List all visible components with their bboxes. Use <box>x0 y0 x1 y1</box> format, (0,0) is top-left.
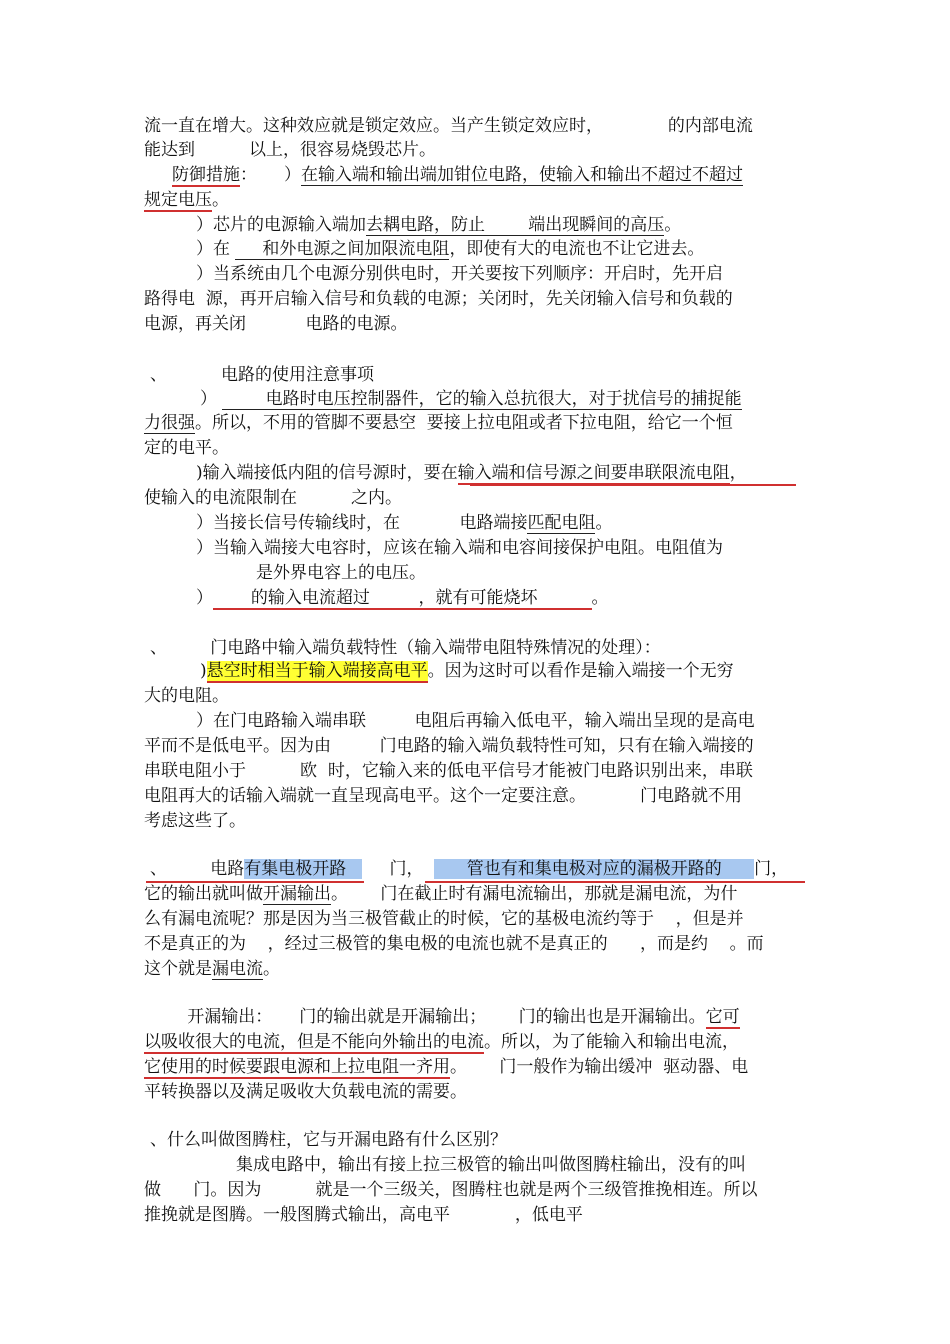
text-line <box>144 882 737 906</box>
line-text: 推挽就是图腾。一般图腾式输出，高电平 ，低电平 <box>144 1205 583 1225</box>
underlined-text: 漏电流 <box>212 959 263 979</box>
underlined-text: 输入端和信号源之间要串联限流电阻 <box>457 463 730 483</box>
line-text: 。 门在截止时有漏电流输出，那就是漏电流，为什 <box>331 884 738 904</box>
text-line <box>144 907 744 931</box>
text-line <box>150 857 788 881</box>
text-line <box>196 709 755 733</box>
line-text: 能达到 以上，很容易烧毁芯片。 <box>144 140 437 160</box>
text-line <box>144 1080 467 1104</box>
line-text: ） <box>200 389 223 409</box>
text-line <box>144 734 754 758</box>
line-text: 开漏输出： 门的输出就是开漏输出； 门的输出也是开漏输出 <box>144 1007 689 1027</box>
line-text: 么有漏电流呢？那是因为当三极管截止的时候，它的基极电流约等于 ，但是并 <box>144 909 744 929</box>
line-text: ，即使有大的电流也不让它进去。 <box>449 239 705 259</box>
line-text: 集成电路中，输出有接上拉三极管的输出叫做图腾柱输出，没有的叫 <box>236 1155 746 1175</box>
text-line <box>144 411 733 435</box>
line-text: 是外界电容上的电压。 <box>256 563 426 583</box>
line-text: 电源，再关闭 电路的电源。 <box>144 314 408 334</box>
line-text: 。 <box>212 190 229 210</box>
section-heading <box>150 1128 507 1152</box>
line-text: ： ） <box>240 165 302 185</box>
text-line <box>196 536 723 560</box>
line-text: ）当系统由几个电源分别供电时，开关要按下列顺序：开启时，先开启 <box>196 264 723 284</box>
underlined-text: 和外电源之间加限流电阻 <box>235 239 450 259</box>
line-text: 门， <box>362 859 435 879</box>
underlined-text: 力很强 <box>144 413 195 433</box>
underlined-text: 电路时电压控制器件，它的输入总抗很大，对于扰信号的捕捉能 <box>222 389 742 409</box>
line-text: ）当输入端接大电容时，应该在输入端和电容间接保护电阻。电阻值为 <box>196 538 723 558</box>
underlined-text: 的输入电流超过 ，就有可能烧坏 <box>213 588 592 608</box>
text-line <box>196 262 723 286</box>
text-line <box>196 586 609 610</box>
line-text: ） <box>196 588 213 608</box>
line-text: 、 电路 <box>150 859 245 879</box>
section-heading <box>150 636 661 660</box>
text-line <box>144 784 742 808</box>
line-text: 不是真正的为 ，经过三极管的集电极的电流也就不是真正的 ，而是约 。而 <box>144 934 764 954</box>
highlighted-text: 管也有和集电极对应的漏极开路的 <box>434 859 755 879</box>
text-line <box>144 287 733 311</box>
red-underline <box>470 484 796 486</box>
underlined-text: 匹配电阻 <box>527 513 596 533</box>
text-line <box>236 1153 746 1177</box>
highlighted-text: 有集电极开路 <box>244 859 363 879</box>
line-text: 。所以，不用的管脚不要悬空 要接上拉电阻或者下拉电阻，给它一个恒 <box>195 413 733 433</box>
text-line <box>256 561 426 585</box>
line-text: 做 门。因为 就是一个三级关，图腾柱也就是两个三级管推挽相连。所以 <box>144 1180 758 1200</box>
line-text: 电阻再大的话输入端就一直呈现高电平。这个一定要注意。 门电路就不用 <box>144 786 743 806</box>
text-line <box>196 213 681 237</box>
underlined-text: 它使用的时候要跟电源和上拉电阻一齐用 <box>144 1057 450 1077</box>
text-line <box>200 387 742 411</box>
text-line <box>196 237 704 261</box>
line-text: )输入端接低内阻的信号源时，要在 <box>196 463 458 483</box>
line-text: 路得电 源，再开启输入信号和负载的电源；关闭时，先关闭输入信号和负载的 <box>144 289 733 309</box>
line-text: 。所以，为了能输入和输出电流， <box>484 1032 739 1052</box>
line-text: 流一直在增大。这种效应就是锁定效应。当产生锁定效应时， 的内部电流 <box>144 116 753 136</box>
text-line <box>144 138 436 162</box>
line-text: 。 <box>688 1007 706 1027</box>
text-line <box>144 1203 583 1227</box>
line-text: 它的输出就叫做 <box>144 884 263 904</box>
text-line <box>144 188 229 212</box>
line-text: 。 <box>595 513 613 533</box>
heading-text: 、什么叫做图腾柱，它与开漏电路有什么区别？ <box>150 1130 507 1150</box>
red-underline <box>146 881 364 883</box>
line-text: 串联电阻小于 欧 时，它输入来的低电平信号才能被门电路识别出来，串联 <box>144 761 753 781</box>
text-line <box>144 114 753 138</box>
text-line <box>200 659 734 683</box>
text-line <box>144 1055 748 1079</box>
line-text: 。因为这时可以看作是输入端接一个无穷 <box>427 661 734 681</box>
line-text: 。 <box>664 215 682 235</box>
text-line <box>144 1178 757 1202</box>
heading-text: 、 门电路中输入端负载特性（输入端带电阻特殊情况的处理）： <box>150 638 661 658</box>
underlined-text: 去耦电路，防止 端出现瞬间的高压 <box>366 215 665 235</box>
text-line <box>144 1005 740 1029</box>
line-text: 使输入的电流限制在 之内。 <box>144 488 403 508</box>
underlined-text: 它可 <box>705 1007 740 1027</box>
text-line <box>144 957 280 981</box>
line-text: 平转换器以及满足吸收大负载电流的需要。 <box>144 1082 467 1102</box>
line-text: 这个就是 <box>144 959 212 979</box>
underlined-text: 在输入端和输出端加钳位电路，使输入和输出不超过不超过 <box>301 165 744 185</box>
line-text: 。 <box>263 959 280 979</box>
text-line <box>144 932 764 956</box>
line-text: ）芯片的电源输入端加 <box>196 215 366 235</box>
line-text: 。 <box>591 588 609 608</box>
heading-text: 、 电路的使用注意事项 <box>150 365 375 385</box>
line-text: 平而不是低电平。因为由 门电路的输入端负载特性可知，只有在输入端接的 <box>144 736 754 756</box>
red-underline <box>425 881 805 883</box>
section-heading <box>150 363 374 387</box>
text-line <box>144 312 407 336</box>
defense-measures-label: 防御措施 <box>172 165 240 185</box>
text-line <box>144 809 246 833</box>
defense-measures-line <box>172 163 743 187</box>
line-text: ）在 <box>196 239 236 259</box>
text-line <box>196 461 747 485</box>
underlined-text: 以吸收很大的电流，但是不能向外输出的电流 <box>144 1032 484 1052</box>
text-line <box>144 759 753 783</box>
highlighted-text: 悬空时相当于输入端接高电平 <box>206 661 428 681</box>
line-text: ) <box>200 661 207 681</box>
text-line <box>144 684 229 708</box>
text-line <box>144 486 402 510</box>
line-text: 定的电平。 <box>144 438 229 458</box>
line-text: ， <box>729 463 747 483</box>
line-text: 门， <box>754 859 789 879</box>
text-line <box>144 1030 739 1054</box>
line-text: 考虑这些了。 <box>144 811 246 831</box>
line-text: 大的电阻。 <box>144 686 229 706</box>
underlined-text: 规定电压 <box>144 190 212 210</box>
text-line <box>196 511 612 535</box>
underlined-text: 开漏输出 <box>263 884 331 904</box>
line-text: ）当接长信号传输线时，在 电路端接 <box>196 513 528 533</box>
line-text: ）在门电路输入端串联 电阻后再输入低电平，输入端出呈现的是高电 <box>196 711 755 731</box>
line-text: 。 门一般作为输出缓冲 驱动器、电 <box>450 1057 749 1077</box>
text-line <box>144 436 229 460</box>
